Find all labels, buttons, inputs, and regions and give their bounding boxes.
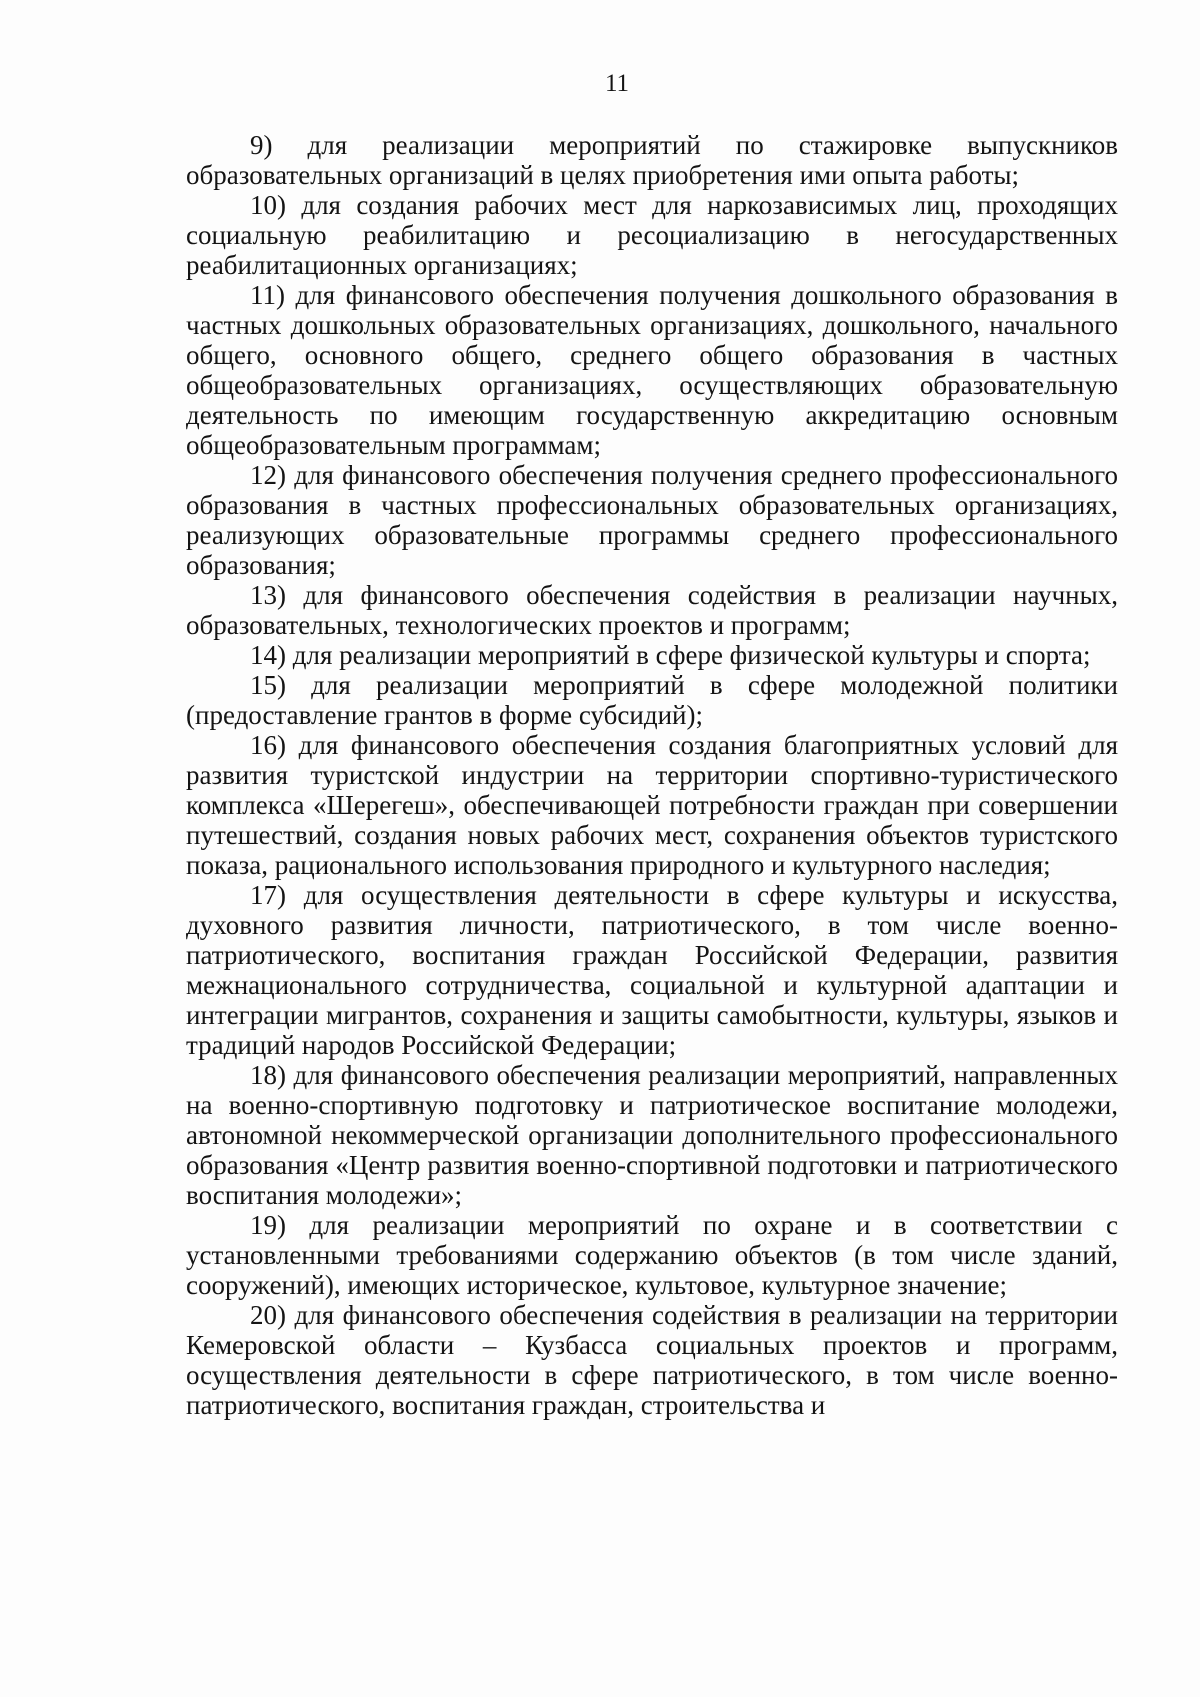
list-item: 20) для финансового обеспечения содействия в реализации на территории Кемеровской области – Кузбасса социальных проектов и программ, осуществления деятельности в сфере патриотического, в том числе военно-патриотического, воспитания граждан, строительства и <box>186 1300 1118 1420</box>
list-item: 10) для создания рабочих мест для наркозависимых лиц, проходящих социальную реабилитацию и ресоциализацию в негосударственных реабилитационных организациях; <box>186 190 1118 280</box>
list-item: 18) для финансового обеспечения реализации мероприятий, направленных на военно-спортивную подготовку и патриотическое воспитание молодежи, автономной некоммерческой организации дополнительного профессионального образования «Центр развития военно-спортивной подготовки и патриотического воспитания молодежи»; <box>186 1060 1118 1210</box>
list-item: 19) для реализации мероприятий по охране и в соответствии с установленными требованиями содержанию объектов (в том числе зданий, сооружений), имеющих историческое, культовое, культурное значение; <box>186 1210 1118 1300</box>
list-item: 17) для осуществления деятельности в сфере культуры и искусства, духовного развития личности, патриотического, в том числе военно-патриотического, воспитания граждан Российской Федерации, развития межнационального сотрудничества, социальной и культурной адаптации и интеграции мигрантов, сохранения и защиты самобытности, культуры, языков и традиций народов Российской Федерации; <box>186 880 1118 1060</box>
list-item: 16) для финансового обеспечения создания благоприятных условий для развития туристской индустрии на территории спортивно-туристического комплекса «Шерегеш», обеспечивающей потребности граждан при совершении путешествий, создания новых рабочих мест, сохранения объектов туристского показа, рационального использования природного и культурного наследия; <box>186 730 1118 880</box>
list-item: 11) для финансового обеспечения получения дошкольного образования в частных дошкольных образовательных организациях, дошкольного, начального общего, основного общего, среднего общего образования в частных общеобразовательных организациях, осуществляющих образовательную деятельность по имеющим государственную аккредитацию основным общеобразовательным программам; <box>186 280 1118 460</box>
list-item: 14) для реализации мероприятий в сфере физической культуры и спорта; <box>250 640 1091 670</box>
page-number: 11 <box>604 70 630 97</box>
list-item: 9) для реализации мероприятий по стажировке выпускников образовательных организаций в целях приобретения ими опыта работы; <box>186 130 1118 190</box>
document-body <box>186 130 1118 1420</box>
list-item: 13) для финансового обеспечения содействия в реализации научных, образовательных, технологических проектов и программ; <box>186 580 1118 640</box>
list-item: 15) для реализации мероприятий в сфере молодежной политики (предоставление грантов в форме субсидий); <box>186 670 1118 730</box>
list-item: 12) для финансового обеспечения получения среднего профессионального образования в частных профессиональных образовательных организациях, реализующих образовательные программы среднего профессионального образования; <box>186 460 1118 580</box>
